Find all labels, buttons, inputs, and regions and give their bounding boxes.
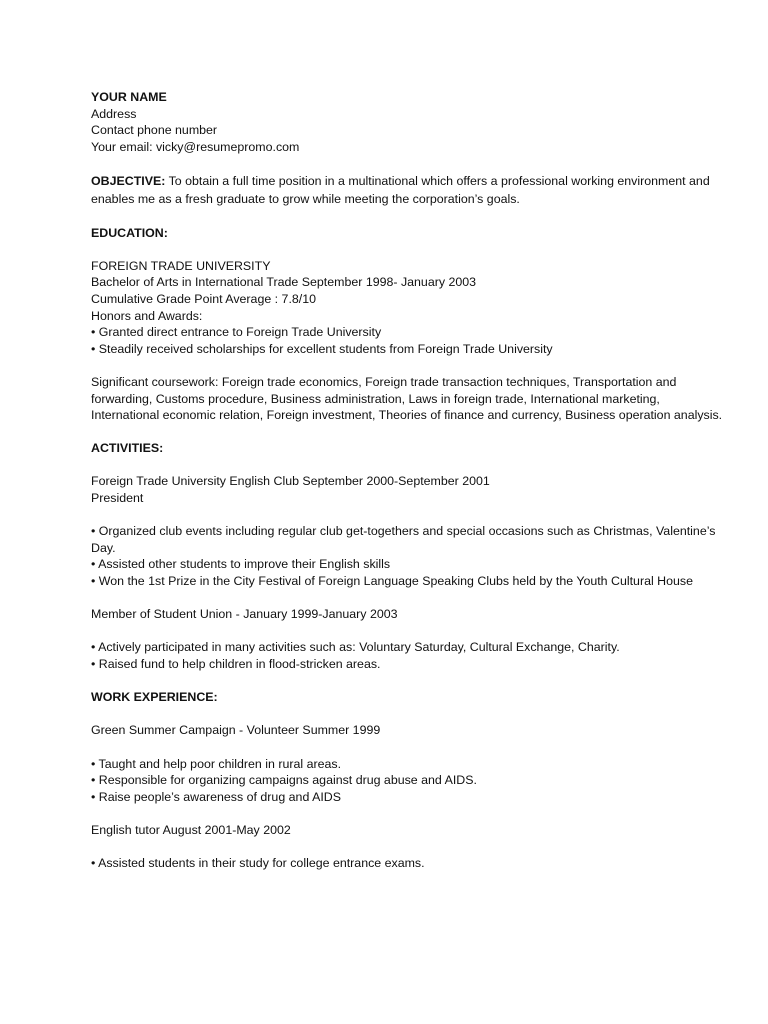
objective-text: To obtain a full time position in a multinational which offers a professional working environment and enables me as a fresh graduate to grow while meeting the corporation’s goals. [91,173,710,206]
resume-address: Address [91,106,137,121]
objective-paragraph [91,172,728,208]
list-item: • Responsible for organizing campaigns against drug abuse and AIDS. [91,773,477,788]
resume-name: YOUR NAME [91,90,167,104]
objective-label: OBJECTIVE: [91,173,166,188]
work-tutor: English tutor August 2001-May 2002 [91,822,291,837]
resume-phone: Contact phone number [91,123,218,138]
education-degree: Bachelor of Arts in International Trade September 1998- January 2003 [91,275,477,290]
list-item: • Granted direct entrance to Foreign Trade University [91,325,382,340]
education-heading: EDUCATION: [91,225,168,240]
list-item: • Assisted students in their study for college entrance exams. [91,856,425,871]
list-item: • Assisted other students to improve their English skills [91,557,391,572]
list-item: • Actively participated in many activities such as: Voluntary Saturday, Cultural Exchange, Charity. [91,640,620,655]
education-university: FOREIGN TRADE UNIVERSITY [91,258,271,273]
education-gpa: Cumulative Grade Point Average : 7.8/10 [91,291,317,306]
list-item: • Raise people’s awareness of drug and AIDS [91,789,342,804]
list-item: • Taught and help poor children in rural areas. [91,756,342,771]
resume-email: Your email: vicky@resumepromo.com [91,139,300,154]
work-heading: WORK EXPERIENCE: [91,690,218,705]
work-campaign: Green Summer Campaign - Volunteer Summer 1999 [91,723,381,738]
list-item: • Won the 1st Prize in the City Festival of Foreign Language Speaking Clubs held by the Youth Cultural House [91,574,693,589]
activities-heading: ACTIVITIES: [91,441,164,456]
activities-club-role: President [91,491,144,506]
education-coursework: Significant coursework: Foreign trade economics, Foreign trade transaction techniques, Transportation and forwarding, Customs procedure, Business administration, Laws in foreign trade, International marketing, International economic relation, Foreign investment, Theories of finance and currency, Business operation analysis. [91,374,723,423]
list-item: • Steadily received scholarships for excellent students from Foreign Trade University [91,341,553,356]
activities-union: Member of Student Union - January 1999-January 2003 [91,607,398,622]
list-item: • Raised fund to help children in flood-stricken areas. [91,657,381,671]
activities-club: Foreign Trade University English Club September 2000-September 2001 [91,474,490,489]
list-item: • Organized club events including regular club get-togethers and special occasions such as Christmas, Valentine’s Day. [91,524,716,555]
education-honors-label: Honors and Awards: [91,308,203,323]
